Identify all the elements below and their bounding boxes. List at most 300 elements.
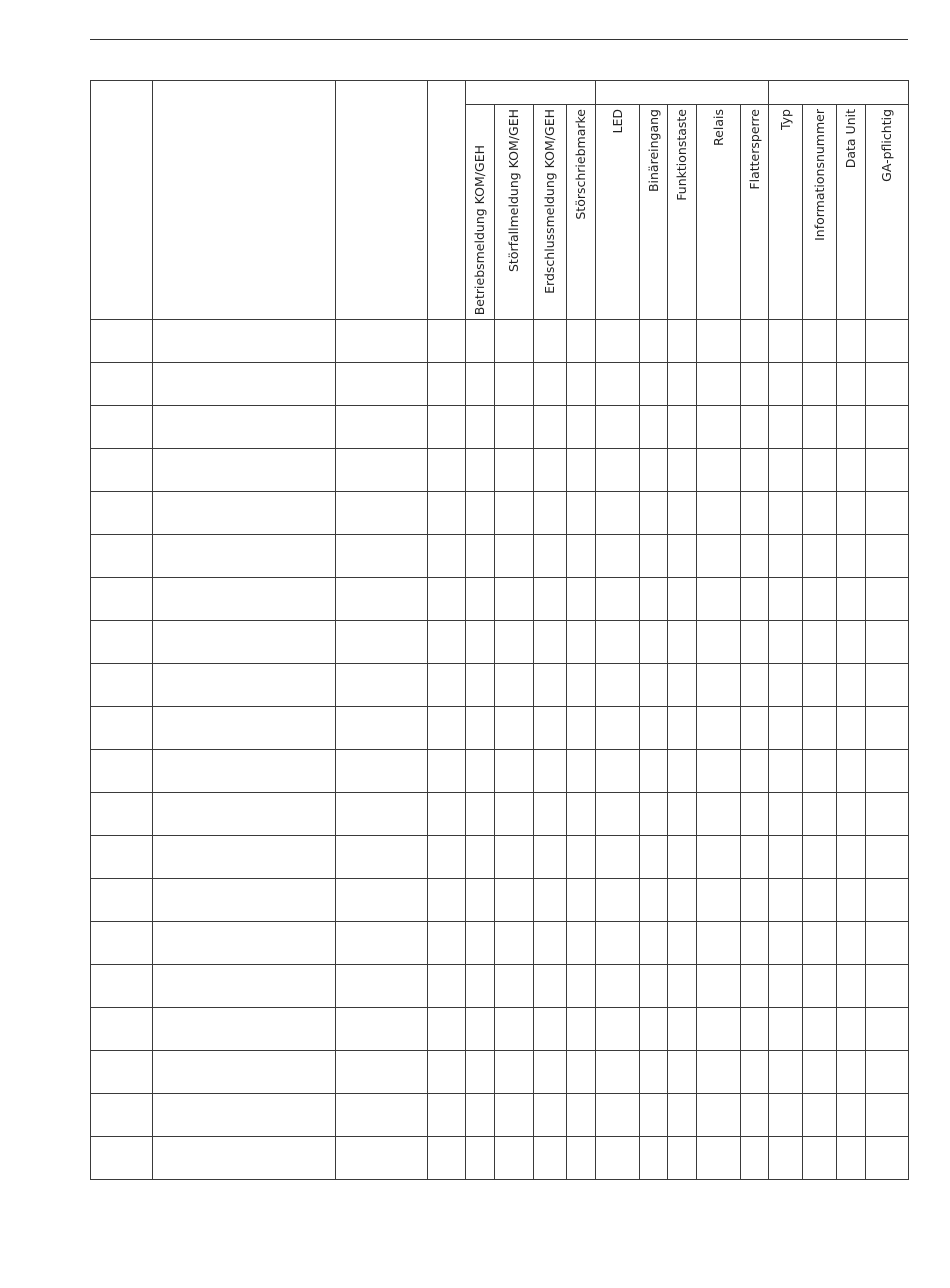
table-cell [697,965,741,1008]
table-cell [741,1051,769,1094]
table-cell [91,965,153,1008]
table-cell [668,1137,697,1180]
table-cell [866,793,909,836]
table-cell [336,879,428,922]
table-cell [741,578,769,621]
table-cell [428,664,466,707]
table-cell [866,535,909,578]
table-cell [668,1051,697,1094]
table-row [91,879,909,922]
table-cell [668,1094,697,1137]
table-cell [534,320,567,363]
table-cell [534,922,567,965]
column-label: Störschriebmarke [572,109,588,220]
table-cell [769,1137,803,1180]
table-cell [741,793,769,836]
table-cell [495,578,534,621]
table-cell [640,836,668,879]
table-cell [769,492,803,535]
table-cell [466,750,495,793]
table-cell [769,1051,803,1094]
table-cell [803,793,837,836]
table-cell [837,363,866,406]
table-cell [741,965,769,1008]
table-cell [640,1137,668,1180]
table-cell [495,492,534,535]
table-cell [567,1137,596,1180]
column-header [668,105,697,320]
table-row [91,320,909,363]
table-cell [596,879,640,922]
table-cell [697,1051,741,1094]
table-cell [837,1137,866,1180]
table-cell [741,621,769,664]
table-cell [428,320,466,363]
header-cell-number [91,81,153,320]
table-cell [336,449,428,492]
table-cell [153,492,336,535]
table-cell [668,922,697,965]
table-cell [466,1137,495,1180]
table-cell [866,707,909,750]
table-cell [741,879,769,922]
table-cell [428,1008,466,1051]
column-label: Relais [710,109,726,146]
table-cell [668,707,697,750]
table-cell [866,1137,909,1180]
table-cell [596,750,640,793]
table-cell [567,320,596,363]
table-cell [697,449,741,492]
table-cell [866,965,909,1008]
column-header [697,105,741,320]
header-cell-type [428,81,466,320]
table-row [91,535,909,578]
table-cell [640,320,668,363]
table-cell [153,1094,336,1137]
table-cell [640,707,668,750]
table-row [91,578,909,621]
table-cell [534,621,567,664]
table-cell [668,363,697,406]
table-cell [428,406,466,449]
table-cell [837,320,866,363]
table-cell [466,535,495,578]
table-cell [769,836,803,879]
table-cell [837,1051,866,1094]
table-cell [91,1094,153,1137]
table-cell [336,836,428,879]
table-cell [837,965,866,1008]
table-cell [466,621,495,664]
table-cell [91,879,153,922]
table-cell [534,449,567,492]
table-cell [803,621,837,664]
table-cell [91,363,153,406]
table-cell [697,879,741,922]
table-cell [153,664,336,707]
table-cell [668,793,697,836]
table-cell [534,1008,567,1051]
table-cell [428,750,466,793]
table-cell [769,707,803,750]
group-header-row [91,81,909,105]
table-cell [640,750,668,793]
table-cell [741,363,769,406]
table-cell [803,922,837,965]
table-cell [567,793,596,836]
table-cell [866,836,909,879]
table-cell [803,965,837,1008]
table-cell [336,1137,428,1180]
table-cell [534,578,567,621]
table-cell [668,664,697,707]
table-cell [640,621,668,664]
table-cell [153,1008,336,1051]
table-cell [466,1051,495,1094]
table-cell [91,1008,153,1051]
table-cell [866,449,909,492]
table-cell [640,1051,668,1094]
table-cell [803,406,837,449]
table-row [91,621,909,664]
table-cell [596,793,640,836]
table-cell [596,1137,640,1180]
table-cell [336,750,428,793]
table-cell [596,621,640,664]
table-cell [866,664,909,707]
table-cell [697,578,741,621]
table-cell [837,578,866,621]
table-cell [495,1137,534,1180]
table-cell [640,535,668,578]
table-cell [803,1008,837,1051]
table-cell [596,535,640,578]
table-cell [837,492,866,535]
table-cell [336,664,428,707]
column-label: Informationsnummer [811,109,827,241]
table-cell [534,793,567,836]
column-header [866,105,909,320]
group-header-iec-60870-5-103 [769,81,909,105]
table-cell [567,1094,596,1137]
table-cell [668,621,697,664]
table-cell [153,578,336,621]
table-row [91,363,909,406]
table-cell [428,793,466,836]
table-cell [91,320,153,363]
table-cell [495,750,534,793]
table-cell [466,363,495,406]
table-cell [153,535,336,578]
table-cell [596,1051,640,1094]
table-cell [336,492,428,535]
table-cell [466,664,495,707]
table-row [91,492,909,535]
table-cell [668,320,697,363]
table-cell [741,535,769,578]
table-cell [567,363,596,406]
table-cell [336,793,428,836]
table-row [91,1008,909,1051]
table-cell [91,449,153,492]
table-cell [803,1094,837,1137]
table-cell [153,1137,336,1180]
table-cell [567,750,596,793]
table-cell [336,922,428,965]
column-header [741,105,769,320]
table-cell [428,621,466,664]
table-cell [741,707,769,750]
table-cell [336,578,428,621]
group-header-configurable-in-matrix [596,81,769,105]
table-cell [495,449,534,492]
table-cell [153,750,336,793]
table-cell [866,1008,909,1051]
table-cell [466,793,495,836]
table-cell [741,406,769,449]
table-cell [567,836,596,879]
table-cell [596,707,640,750]
column-header [466,105,495,320]
table-cell [91,1137,153,1180]
table-cell [567,492,596,535]
table-cell [466,406,495,449]
table-cell [640,1008,668,1051]
table-cell [866,621,909,664]
table-cell [769,320,803,363]
table-cell [495,707,534,750]
table-cell [428,449,466,492]
table-cell [466,1008,495,1051]
table-cell [466,922,495,965]
table-cell [697,1008,741,1051]
column-label: Funktionstaste [673,109,689,201]
table-cell [668,578,697,621]
table-cell [741,449,769,492]
table-cell [803,492,837,535]
table-cell [741,664,769,707]
table-cell [336,320,428,363]
table-cell [466,707,495,750]
column-header [534,105,567,320]
table-cell [837,621,866,664]
table-cell [803,1137,837,1180]
table-cell [596,836,640,879]
table-cell [466,492,495,535]
column-header [596,105,640,320]
table-cell [495,664,534,707]
table-cell [866,1094,909,1137]
column-header [837,105,866,320]
table-cell [534,965,567,1008]
table-cell [153,406,336,449]
table-cell [466,320,495,363]
table-cell [495,621,534,664]
table-cell [336,363,428,406]
table-cell [769,1008,803,1051]
table-row [91,793,909,836]
table-cell [534,750,567,793]
table-cell [837,1008,866,1051]
table-cell [91,664,153,707]
table-cell [428,363,466,406]
table-cell [567,664,596,707]
table-cell [640,664,668,707]
table-cell [640,363,668,406]
table-cell [668,535,697,578]
table-cell [769,406,803,449]
table-cell [466,578,495,621]
table-cell [803,707,837,750]
table-cell [668,879,697,922]
table-cell [769,664,803,707]
table-cell [336,621,428,664]
table-cell [697,492,741,535]
table-cell [153,1051,336,1094]
column-label: Betriebsmeldung KOM/GEH [471,144,487,315]
table-cell [697,922,741,965]
table-cell [866,750,909,793]
table-cell [596,363,640,406]
table-cell [741,1008,769,1051]
table-cell [866,1051,909,1094]
column-header [640,105,668,320]
column-label: Störfallmeldung KOM/GEH [505,109,521,272]
table-cell [153,449,336,492]
table-cell [803,1051,837,1094]
table-cell [466,965,495,1008]
table-cell [91,535,153,578]
table-cell [837,793,866,836]
table-cell [495,406,534,449]
table-cell [495,836,534,879]
table-cell [567,965,596,1008]
table-cell [640,922,668,965]
table-row [91,406,909,449]
table-cell [495,879,534,922]
table-cell [837,1094,866,1137]
table-cell [803,879,837,922]
table-cell [769,965,803,1008]
table-cell [153,707,336,750]
table-cell [534,664,567,707]
table-row [91,965,909,1008]
header-cell-information [153,81,336,320]
table-cell [837,535,866,578]
table-cell [596,449,640,492]
table-cell [640,578,668,621]
table-cell [336,707,428,750]
table-cell [495,363,534,406]
table-cell [495,1094,534,1137]
column-label: Data Unit [842,109,858,169]
table-cell [741,836,769,879]
table-cell [428,879,466,922]
table-cell [697,750,741,793]
column-label: Erdschlussmeldung KOM/GEH [541,109,557,294]
table-cell [428,492,466,535]
information-list-table [90,80,909,1180]
table-cell [803,449,837,492]
column-label: LED [609,109,625,134]
table-cell [866,406,909,449]
table-row [91,836,909,879]
table-cell [803,578,837,621]
table-cell [567,406,596,449]
table-cell [668,492,697,535]
table-cell [866,879,909,922]
table-row [91,1051,909,1094]
column-label: GA-pflichtig [878,109,894,182]
table-cell [837,707,866,750]
table-cell [640,965,668,1008]
table-cell [866,363,909,406]
table-cell [866,922,909,965]
table-cell [91,621,153,664]
table-cell [534,363,567,406]
table-cell [697,836,741,879]
column-label: Binäreingang [645,109,661,193]
table-cell [837,836,866,879]
table-cell [803,320,837,363]
table-cell [668,449,697,492]
table-cell [91,578,153,621]
table-cell [697,793,741,836]
table-cell [596,922,640,965]
table-cell [769,363,803,406]
table-cell [153,793,336,836]
table-cell [596,664,640,707]
table-cell [596,1008,640,1051]
table-cell [534,879,567,922]
table-cell [640,492,668,535]
table-cell [640,406,668,449]
column-label: Flattersperre [746,109,762,190]
table-cell [697,621,741,664]
table-cell [153,836,336,879]
table-cell [803,363,837,406]
table-cell [336,1008,428,1051]
table-cell [153,879,336,922]
table-cell [428,1051,466,1094]
table-cell [91,492,153,535]
table-cell [640,1094,668,1137]
table-cell [866,578,909,621]
table-cell [153,965,336,1008]
table-cell [596,1094,640,1137]
table-cell [336,1094,428,1137]
table-cell [336,1051,428,1094]
table-cell [803,750,837,793]
table-cell [534,1137,567,1180]
table-cell [596,492,640,535]
table-cell [495,1008,534,1051]
table-cell [837,750,866,793]
table-cell [567,922,596,965]
table-cell [336,535,428,578]
table-cell [336,406,428,449]
table-cell [803,535,837,578]
table-cell [640,793,668,836]
table-cell [534,406,567,449]
table-cell [640,449,668,492]
table-body [91,320,909,1180]
table-cell [466,1094,495,1137]
table-cell [91,707,153,750]
header-cell-function [336,81,428,320]
table-cell [534,1094,567,1137]
